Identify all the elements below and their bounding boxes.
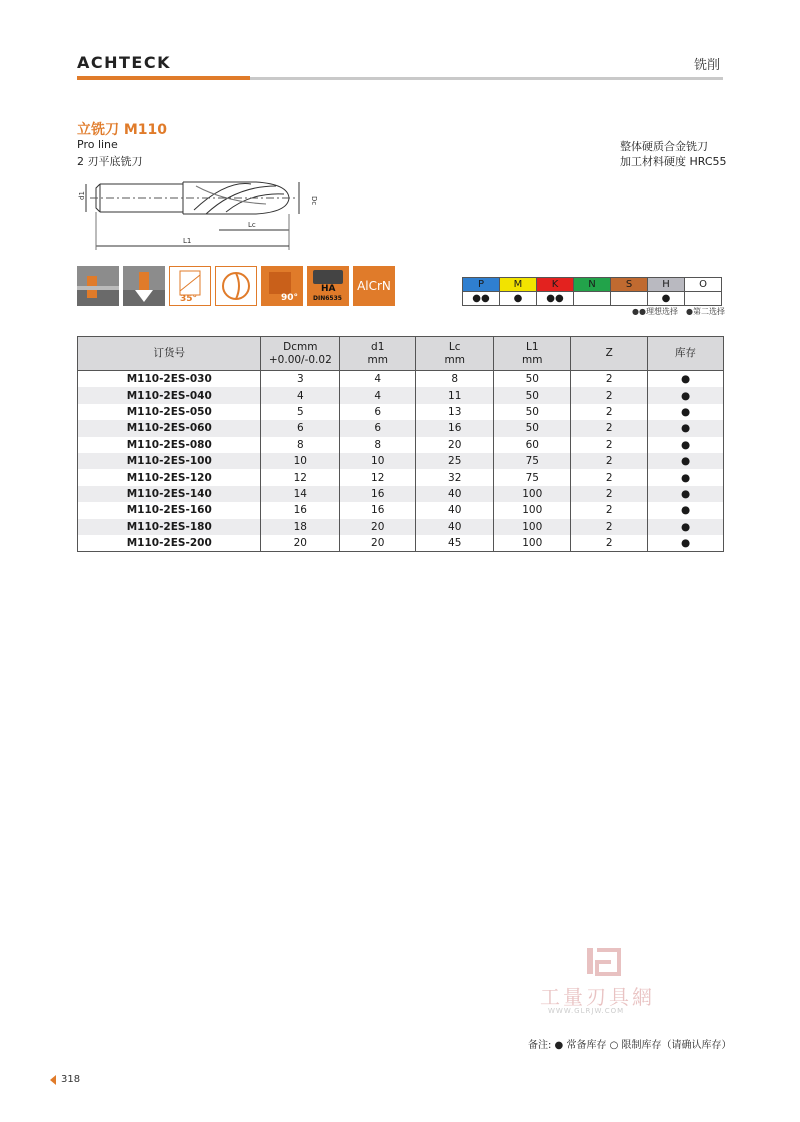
hardness-info: 加工材料硬度 HRC55 (620, 155, 727, 168)
table-cell: 50 (494, 387, 571, 403)
product-description: 2 刃平底铣刀 (77, 155, 143, 168)
table-cell: 100 (494, 486, 571, 502)
material-m: M (500, 278, 537, 292)
table-cell: 2 (571, 420, 648, 436)
brand-logo: ACHTECK (77, 53, 171, 72)
table-row (78, 469, 724, 485)
table-row (78, 453, 724, 469)
order-code-cell: M110-2ES-160 (78, 502, 261, 518)
page-number-text: 318 (61, 1074, 81, 1085)
table-cell: 100 (494, 535, 571, 552)
watermark-logo-icon (583, 946, 623, 976)
table-cell: ● (648, 486, 724, 502)
material-code-row (463, 278, 722, 292)
column-header-unit: +0.00/-0.02 (268, 353, 332, 366)
table-cell: ● (648, 469, 724, 485)
table-cell: 8 (416, 371, 494, 388)
table-cell: 50 (494, 404, 571, 420)
end-mill-drawing (76, 172, 326, 258)
helix-angle-icon (169, 266, 211, 306)
table-row (78, 486, 724, 502)
shank-ha-icon (307, 266, 349, 306)
table-cell: 6 (340, 420, 416, 436)
table-cell: 40 (416, 486, 494, 502)
product-title: 立铣刀 M110 (77, 122, 168, 138)
table-cell: 8 (340, 437, 416, 453)
spec-body (78, 371, 724, 552)
column-header-label: Lc (448, 340, 461, 353)
table-cell: ● (648, 535, 724, 552)
table-cell: ● (648, 519, 724, 535)
table-cell: 12 (261, 469, 340, 485)
table-cell: 16 (416, 420, 494, 436)
order-code-cell: M110-2ES-060 (78, 420, 261, 436)
column-header (340, 337, 416, 371)
material-info: 整体硬质合金铣刀 (620, 140, 708, 153)
order-code-cell: M110-2ES-200 (78, 535, 261, 552)
column-header-unit: mm (444, 353, 465, 366)
table-cell: 2 (571, 469, 648, 485)
table-cell: 2 (571, 519, 648, 535)
flute-section-icon (215, 266, 257, 306)
column-header (571, 337, 648, 371)
table-cell: 75 (494, 453, 571, 469)
table-cell: 3 (261, 371, 340, 388)
table-row (78, 535, 724, 552)
order-code-cell: M110-2ES-180 (78, 519, 261, 535)
order-code-cell: M110-2ES-080 (78, 437, 261, 453)
material-mark-p: ●● (463, 292, 500, 306)
slot-milling-icon (77, 266, 119, 306)
order-code-cell: M110-2ES-050 (78, 404, 261, 420)
dc-label: Dc (310, 196, 318, 206)
table-cell: ● (648, 453, 724, 469)
table-cell: 100 (494, 502, 571, 518)
column-header (648, 337, 724, 371)
order-code-cell: M110-2ES-030 (78, 371, 261, 388)
table-cell: 13 (416, 404, 494, 420)
column-header-label: Dcmm (283, 340, 318, 353)
table-cell: 18 (261, 519, 340, 535)
watermark-text: 工量刃具網 (540, 985, 655, 1009)
table-cell: 4 (340, 387, 416, 403)
section-title: 铣削 (694, 58, 721, 73)
coating-icon: AlCrN (353, 266, 395, 306)
material-o: O (685, 278, 722, 292)
page-arrow-icon (50, 1075, 56, 1085)
table-cell: 20 (261, 535, 340, 552)
product-line: Pro line (77, 138, 118, 151)
order-code-cell: M110-2ES-120 (78, 469, 261, 485)
table-cell: ● (648, 502, 724, 518)
table-cell: 60 (494, 437, 571, 453)
d1-label: d1 (78, 191, 86, 200)
table-cell: 40 (416, 502, 494, 518)
table-row (78, 437, 724, 453)
table-row (78, 404, 724, 420)
table-cell: 6 (340, 404, 416, 420)
table-cell: ● (648, 437, 724, 453)
table-cell: 10 (340, 453, 416, 469)
order-code-cell: M110-2ES-100 (78, 453, 261, 469)
column-header (416, 337, 494, 371)
plunge-milling-icon (123, 266, 165, 306)
table-cell: 2 (571, 387, 648, 403)
shank-label: HA (321, 284, 336, 294)
column-header-unit: mm (522, 353, 543, 366)
watermark-url: WWW.GLRJW.COM (548, 1007, 625, 1015)
table-cell: 2 (571, 404, 648, 420)
table-cell: 75 (494, 469, 571, 485)
material-h: H (648, 278, 685, 292)
material-mark-m: ● (500, 292, 537, 306)
spec-header-row (78, 337, 724, 371)
table-row (78, 519, 724, 535)
square-corner-icon (261, 266, 303, 306)
table-cell: 20 (340, 519, 416, 535)
l1-label: L1 (183, 237, 192, 245)
table-cell: 4 (340, 371, 416, 388)
table-cell: ● (648, 420, 724, 436)
table-cell: 16 (261, 502, 340, 518)
material-k: K (537, 278, 574, 292)
material-mark-s (611, 292, 648, 306)
table-cell: ● (648, 387, 724, 403)
material-mark-o (685, 292, 722, 306)
header-divider (250, 77, 723, 80)
table-cell: 25 (416, 453, 494, 469)
material-legend: ●●理想选择 ●第二选择 (632, 307, 725, 316)
table-cell: 100 (494, 519, 571, 535)
table-cell: 2 (571, 437, 648, 453)
table-cell: 8 (261, 437, 340, 453)
table-cell: 2 (571, 486, 648, 502)
stock-note: 备注: ● 常备库存 ○ 限制库存（请确认库存） (528, 1040, 732, 1051)
material-mark-n (574, 292, 611, 306)
table-cell: 5 (261, 404, 340, 420)
table-row (78, 387, 724, 403)
table-cell: 10 (261, 453, 340, 469)
material-p: P (463, 278, 500, 292)
column-header-label: d1 (371, 340, 385, 353)
table-cell: 12 (340, 469, 416, 485)
column-header-unit: mm (367, 353, 388, 366)
table-cell: ● (648, 371, 724, 388)
page-number (50, 1074, 80, 1085)
table-cell: 20 (416, 437, 494, 453)
table-row (78, 420, 724, 436)
corner-angle-value: 90° (281, 293, 299, 303)
table-cell: 50 (494, 371, 571, 388)
table-cell: ● (648, 404, 724, 420)
header-accent-bar (77, 76, 250, 80)
table-cell: 14 (261, 486, 340, 502)
table-cell: 50 (494, 420, 571, 436)
table-cell: 45 (416, 535, 494, 552)
material-table (462, 277, 722, 306)
material-mark-h: ● (648, 292, 685, 306)
column-header-label: 库存 (675, 347, 697, 359)
table-cell: 2 (571, 453, 648, 469)
table-cell: 32 (416, 469, 494, 485)
table-row (78, 371, 724, 388)
table-cell: 2 (571, 502, 648, 518)
material-s: S (611, 278, 648, 292)
column-header-label: 订货号 (153, 347, 185, 359)
helix-angle-value: 35° (180, 294, 198, 304)
column-header (78, 337, 261, 371)
table-cell: 4 (261, 387, 340, 403)
table-cell: 2 (571, 535, 648, 552)
table-cell: 16 (340, 502, 416, 518)
column-header-label: L1 (526, 340, 539, 353)
table-row (78, 502, 724, 518)
column-header (494, 337, 571, 371)
spec-table (77, 336, 724, 552)
shank-standard: DIN6535 (313, 295, 342, 302)
feature-icons (77, 266, 395, 306)
table-cell: 20 (340, 535, 416, 552)
table-cell: 2 (571, 371, 648, 388)
table-cell: 16 (340, 486, 416, 502)
table-cell: 11 (416, 387, 494, 403)
table-cell: 6 (261, 420, 340, 436)
column-header (261, 337, 340, 371)
order-code-cell: M110-2ES-140 (78, 486, 261, 502)
material-mark-k: ●● (537, 292, 574, 306)
order-code-cell: M110-2ES-040 (78, 387, 261, 403)
material-mark-row (463, 292, 722, 306)
table-cell: 40 (416, 519, 494, 535)
column-header-label: Z (605, 347, 613, 359)
lc-label: Lc (248, 221, 256, 229)
material-n: N (574, 278, 611, 292)
